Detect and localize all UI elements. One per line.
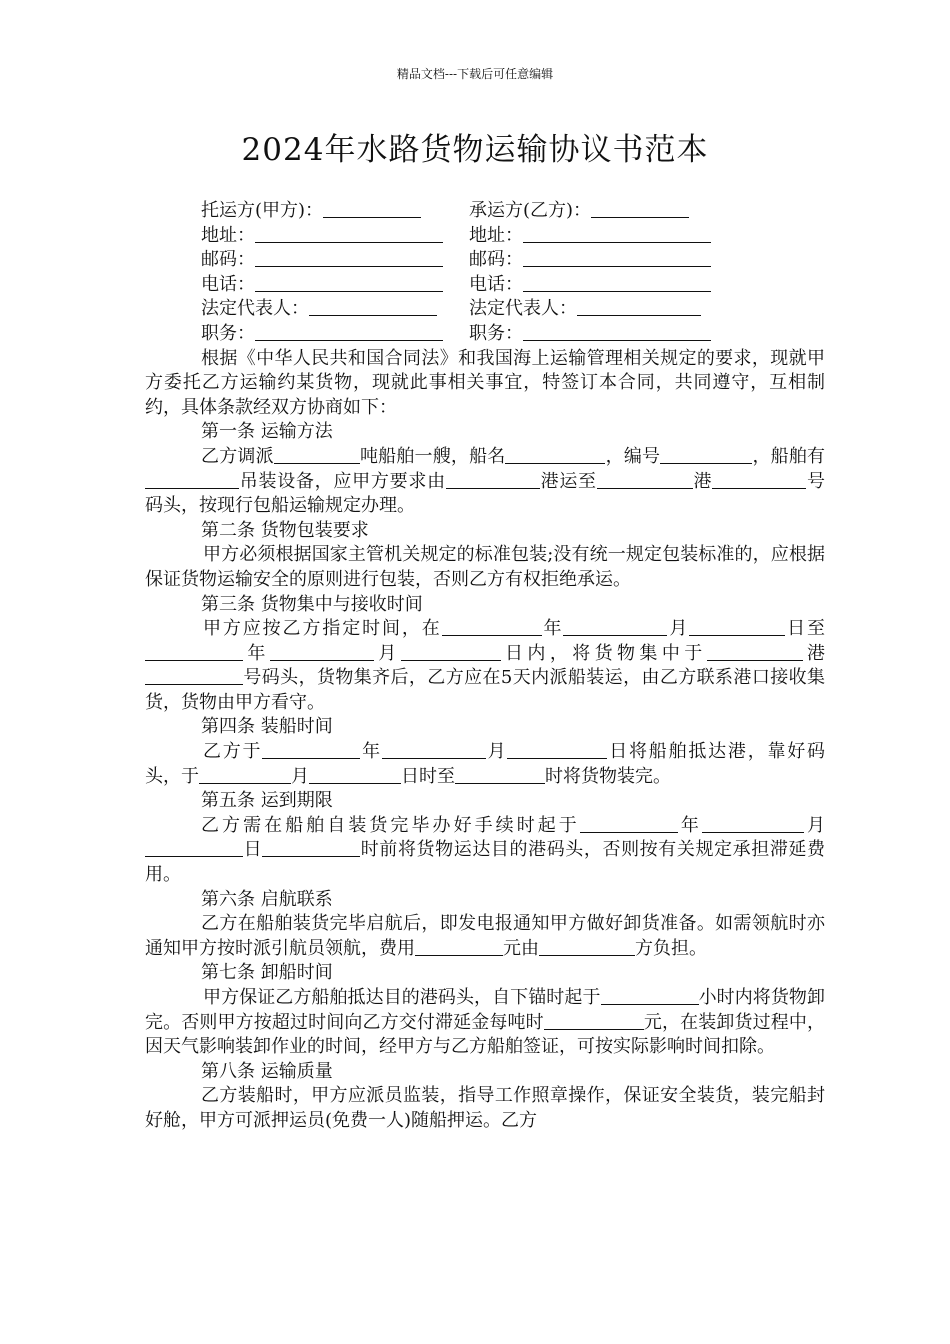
fill-blank[interactable] bbox=[523, 250, 711, 267]
fill-blank[interactable] bbox=[712, 472, 806, 489]
fill-blank[interactable] bbox=[382, 742, 486, 759]
article-body: 乙方调派 吨船舶一艘，船名 ，编号 ，船舶有吊装设备，应甲方要求由 港运至 港 号码头，按现行包船运输规定办理。 bbox=[145, 445, 826, 517]
fill-blank[interactable] bbox=[309, 299, 437, 316]
fill-blank[interactable] bbox=[523, 275, 711, 292]
article-body: 甲方保证乙方船舶抵达目的港码头，自下锚时起于 小时内将货物卸完。否则甲方按超过时间向乙方交付滞延金每吨时 元，在装卸货过程中，因天气影响装卸作业的时间，经甲方与乙方船舶签证，可按实际影响时间扣除。 bbox=[145, 987, 825, 1058]
fill-blank[interactable] bbox=[145, 840, 243, 857]
article-heading: 第二条 货物包装要求 bbox=[201, 519, 369, 541]
article-body: 乙方在船舶装货完毕启航后，即发电报通知甲方做好卸货准备。如需领航时亦通知甲方按时派引航员领航，费用 元由 方负担。 bbox=[145, 913, 825, 959]
fill-blank[interactable] bbox=[255, 226, 443, 243]
party-label: 地址： bbox=[201, 224, 255, 246]
fill-blank[interactable] bbox=[274, 447, 360, 464]
fill-blank[interactable] bbox=[577, 299, 701, 316]
fill-blank[interactable] bbox=[563, 619, 667, 636]
fill-blank[interactable] bbox=[309, 767, 401, 784]
fill-blank[interactable] bbox=[199, 767, 291, 784]
fill-blank[interactable] bbox=[145, 644, 243, 661]
party-label: 承运方(乙方)： bbox=[469, 200, 592, 221]
party-label: 邮码： bbox=[469, 249, 523, 271]
fill-blank[interactable] bbox=[415, 939, 503, 956]
document-title: 2024年水路货物运输协议书范本 bbox=[241, 132, 709, 168]
fill-blank[interactable] bbox=[323, 201, 421, 218]
fill-blank[interactable] bbox=[707, 644, 803, 661]
article-heading: 第七条 卸船时间 bbox=[201, 962, 333, 984]
article-body: 乙方需在船舶自装货完毕办好手续时起于 年 月日 时前将货物运达目的港码头，否则按有关规定承担滞延费用。 bbox=[145, 814, 826, 886]
fill-blank[interactable] bbox=[455, 767, 545, 784]
article-body: 乙方于 年 月 日将船舶抵达港，靠好码头，于 月 日时至 时将货物装完。 bbox=[145, 741, 826, 787]
fill-blank[interactable] bbox=[442, 619, 542, 636]
article-body: 甲方必须根据国家主管机关规定的标准包装;没有统一规定包装标准的，应根据保证货物运输安全的原则进行包装，否则乙方有权拒绝承运。 bbox=[145, 544, 825, 590]
document-body bbox=[145, 199, 825, 1134]
party-label: 托运方(甲方)： bbox=[201, 200, 324, 221]
fill-blank[interactable] bbox=[255, 324, 443, 341]
fill-blank[interactable] bbox=[523, 226, 711, 243]
fill-blank[interactable] bbox=[580, 816, 678, 833]
party-row bbox=[145, 224, 825, 249]
article-heading: 第六条 启航联系 bbox=[201, 888, 333, 910]
party-row bbox=[145, 297, 825, 322]
party-label: 法定代表人： bbox=[201, 298, 309, 320]
fill-blank[interactable] bbox=[505, 447, 605, 464]
party-label: 职务： bbox=[469, 322, 523, 344]
fill-blank[interactable] bbox=[446, 472, 540, 489]
fill-blank[interactable] bbox=[591, 201, 689, 218]
fill-blank[interactable] bbox=[544, 1013, 644, 1030]
page-header: 精品文档---下载后可任意编辑 bbox=[396, 67, 554, 81]
party-row bbox=[145, 199, 825, 224]
fill-blank[interactable] bbox=[702, 816, 804, 833]
fill-blank[interactable] bbox=[255, 275, 443, 292]
fill-blank[interactable] bbox=[401, 644, 501, 661]
fill-blank[interactable] bbox=[507, 742, 607, 759]
fill-blank[interactable] bbox=[601, 988, 699, 1005]
intro-paragraph: 根据《中华人民共和国合同法》和我国海上运输管理相关规定的要求，现就甲方委托乙方运输约某货物，现就此事相关事宜，特签订本合同，共同遵守，互相制约，具体条款经双方协商如下： bbox=[145, 347, 825, 418]
fill-blank[interactable] bbox=[262, 840, 360, 857]
party-label: 职务： bbox=[201, 322, 255, 344]
party-row bbox=[145, 248, 825, 273]
fill-blank[interactable] bbox=[539, 939, 635, 956]
party-row bbox=[145, 322, 825, 347]
fill-blank[interactable] bbox=[262, 742, 360, 759]
fill-blank[interactable] bbox=[597, 472, 693, 489]
article-heading: 第三条 货物集中与接收时间 bbox=[201, 593, 423, 615]
party-label: 法定代表人： bbox=[469, 298, 577, 320]
party-label: 地址： bbox=[469, 224, 523, 246]
fill-blank[interactable] bbox=[689, 619, 785, 636]
article-heading: 第五条 运到期限 bbox=[201, 790, 333, 812]
article-heading: 第八条 运输质量 bbox=[201, 1060, 333, 1082]
article-heading: 第四条 装船时间 bbox=[201, 716, 333, 738]
fill-blank[interactable] bbox=[145, 472, 239, 489]
party-row bbox=[145, 273, 825, 298]
fill-blank[interactable] bbox=[270, 644, 374, 661]
party-label: 邮码： bbox=[201, 249, 255, 271]
fill-blank[interactable] bbox=[255, 250, 443, 267]
article-body: 乙方装船时，甲方应派员监装，指导工作照章操作，保证安全装货，装完船封好舱，甲方可派押运员(免费一人)随船押运。乙方 bbox=[145, 1085, 825, 1131]
party-label: 电话： bbox=[469, 273, 523, 295]
article-heading: 第一条 运输方法 bbox=[201, 421, 333, 443]
fill-blank[interactable] bbox=[145, 668, 243, 685]
fill-blank[interactable] bbox=[523, 324, 711, 341]
fill-blank[interactable] bbox=[660, 447, 752, 464]
article-body: 甲方应按乙方指定时间，在 年 月 日至年 月 日内，将货物集中于 港号码头，货物集齐后，乙方应在5天内派船装运，由乙方联系港口接收集货，货物由甲方看守。 bbox=[145, 618, 826, 713]
party-label: 电话： bbox=[201, 273, 255, 295]
